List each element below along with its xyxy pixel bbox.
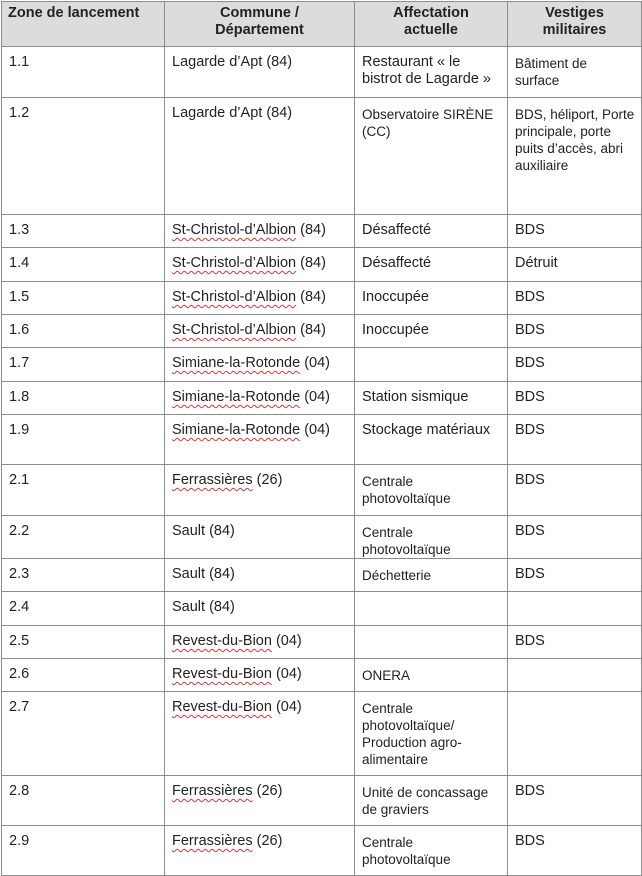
department-code: (84) [300,289,326,305]
cell-vestiges: BDS [508,516,642,559]
table-row [2,248,642,282]
cell-commune [165,415,355,465]
department-code: (84) [209,523,235,539]
commune-name: Ferrassières [172,472,253,488]
commune-name: Lagarde d’Apt [172,105,263,121]
commune-name: St-Christol-d’Albion [172,322,297,338]
cell-affectation [355,592,508,626]
cell-vestiges: BDS [508,776,642,826]
table-row [2,826,642,876]
cell-zone: 1.8 [2,382,165,415]
commune-name: Simiane-la-Rotonde [172,422,301,438]
cell-affectation: Centrale photovoltaïque [355,465,508,516]
table-row [2,465,642,516]
department-code: (84) [209,566,235,582]
table-row [2,415,642,465]
department-code: (04) [275,666,302,682]
cell-zone: 1.1 [2,47,165,98]
commune-name: Revest-du-Bion [172,633,272,649]
cell-affectation: Désaffecté [355,215,508,248]
cell-commune [165,559,355,592]
table-row [2,98,642,215]
header-zone: Zone de lancement [2,2,165,47]
department-code: (84) [266,54,293,70]
cell-commune [165,592,355,626]
cell-zone: 2.9 [2,826,165,876]
commune-name: Sault [172,566,206,582]
table-row [2,559,642,592]
cell-zone: 1.3 [2,215,165,248]
commune-name: Revest-du-Bion [172,666,272,682]
cell-zone: 1.6 [2,315,165,348]
commune-name: Sault [172,523,206,539]
table-row [2,215,642,248]
cell-zone: 1.9 [2,415,165,465]
cell-vestiges [508,692,642,776]
commune-name: Sault [172,599,206,615]
table-row [2,348,642,382]
table-row [2,282,642,315]
department-code: (26) [256,472,283,488]
department-code: (04) [304,422,330,438]
commune-name: Ferrassières [172,833,253,849]
cell-zone: 2.4 [2,592,165,626]
department-code: (04) [275,633,302,649]
cell-zone: 2.5 [2,626,165,659]
cell-commune [165,98,355,215]
table-row [2,626,642,659]
cell-affectation [355,348,508,382]
cell-vestiges: BDS [508,415,642,465]
cell-zone: 2.7 [2,692,165,776]
table-row [2,47,642,98]
department-code: (84) [300,222,326,238]
commune-name: Revest-du-Bion [172,699,272,715]
commune-name: St-Christol-d’Albion [172,289,297,305]
cell-affectation: Restaurant « le bistrot de Lagarde » [355,47,508,98]
department-code: (04) [275,699,302,715]
cell-vestiges: Détruit [508,248,642,282]
cell-vestiges [508,592,642,626]
cell-vestiges: BDS, héliport, Porte principale, porte puits d’accès, abri auxiliaire [508,98,642,215]
cell-vestiges: BDS [508,282,642,315]
cell-zone: 1.4 [2,248,165,282]
cell-vestiges [508,659,642,692]
commune-name: Lagarde d’Apt [172,54,263,70]
cell-commune [165,659,355,692]
department-code: (26) [256,783,283,799]
commune-name: Simiane-la-Rotonde [172,355,301,371]
cell-vestiges: BDS [508,559,642,592]
header-commune: Commune / Département [165,2,355,47]
cell-affectation: Déchetterie [355,559,508,592]
cell-affectation: Inoccupée [355,315,508,348]
table-row [2,776,642,826]
department-code: (84) [209,599,235,615]
cell-zone: 1.2 [2,98,165,215]
cell-zone: 2.8 [2,776,165,826]
cell-zone: 2.1 [2,465,165,516]
commune-name: Ferrassières [172,783,253,799]
cell-affectation: Centrale photovoltaïque [355,516,508,559]
cell-commune [165,826,355,876]
department-code: (04) [304,355,330,371]
cell-commune [165,382,355,415]
launch-zones-table [1,1,642,876]
cell-commune [165,692,355,776]
cell-vestiges: BDS [508,465,642,516]
header-vestiges: Vestiges militaires [508,2,642,47]
cell-affectation: Inoccupée [355,282,508,315]
commune-name: St-Christol-d’Albion [172,255,297,271]
department-code: (04) [304,389,330,405]
cell-affectation: Observatoire SIRÈNE (CC) [355,98,508,215]
table-row [2,382,642,415]
cell-zone: 2.6 [2,659,165,692]
cell-affectation: Centrale photovoltaïque [355,826,508,876]
cell-vestiges: BDS [508,826,642,876]
cell-affectation: ONERA [355,659,508,692]
cell-vestiges: BDS [508,348,642,382]
cell-affectation: Désaffecté [355,248,508,282]
cell-vestiges: BDS [508,626,642,659]
table-row [2,692,642,776]
cell-zone: 1.7 [2,348,165,382]
cell-commune [165,215,355,248]
cell-commune [165,47,355,98]
header-affectation: Affectation actuelle [355,2,508,47]
cell-commune [165,315,355,348]
cell-vestiges: Bâtiment de surface [508,47,642,98]
cell-affectation: Unité de concassage de graviers [355,776,508,826]
department-code: (84) [266,105,293,121]
department-code: (84) [300,322,326,338]
commune-name: Simiane-la-Rotonde [172,389,301,405]
table-row [2,516,642,559]
cell-commune [165,282,355,315]
table-row [2,592,642,626]
cell-vestiges: BDS [508,215,642,248]
cell-commune [165,465,355,516]
cell-affectation [355,626,508,659]
cell-affectation: Stockage matériaux [355,415,508,465]
cell-affectation: Station sismique [355,382,508,415]
commune-name: St-Christol-d’Albion [172,222,297,238]
cell-commune [165,348,355,382]
cell-commune [165,776,355,826]
cell-commune [165,248,355,282]
cell-commune [165,516,355,559]
table-row [2,315,642,348]
cell-affectation: Centrale photovoltaïque/ Production agro-alimentaire [355,692,508,776]
department-code: (26) [256,833,283,849]
cell-zone: 1.5 [2,282,165,315]
department-code: (84) [300,255,326,271]
header-row [2,2,642,47]
cell-zone: 2.3 [2,559,165,592]
cell-commune [165,626,355,659]
cell-zone: 2.2 [2,516,165,559]
table-row [2,659,642,692]
cell-vestiges: BDS [508,382,642,415]
cell-vestiges: BDS [508,315,642,348]
